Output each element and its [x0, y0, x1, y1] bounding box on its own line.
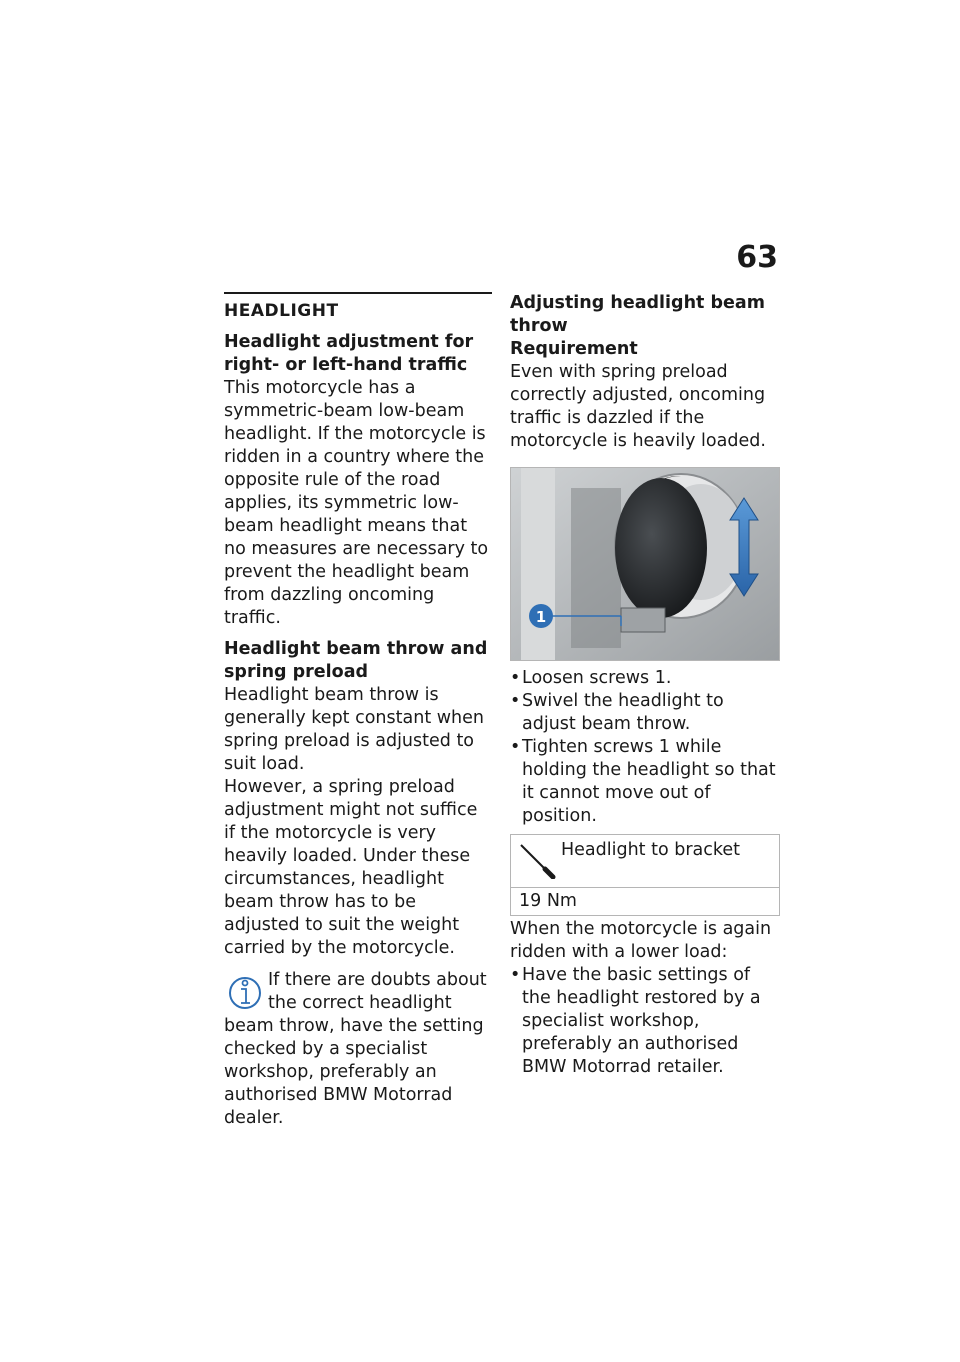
requirement-text: Even with spring preload correctly adjusted, oncoming traffic is dazzled if the motorcycle is heavily loaded.: [510, 362, 766, 451]
info-icon: [224, 969, 262, 1015]
torque-header: [511, 835, 779, 888]
page-number: 63: [736, 240, 778, 275]
torque-wrench-icon: [519, 839, 559, 879]
list-item: • Tighten screws 1 while holding the headlight so that it cannot move out of position.: [510, 736, 780, 828]
heading-adjusting: Adjusting headlight beam throw: [510, 293, 765, 336]
subheading-traffic: Headlight adjustment for right- or left-hand traffic: [224, 332, 474, 375]
after-steps-list: [510, 964, 780, 1079]
paragraph-beam-throw-2: However, a spring preload adjustment might not suffice if the motorcycle is very heavily loaded. Under these circumstances, headlight beam throw has to be adjusted to suit the weight carried by the motorcycle.: [224, 777, 478, 958]
list-item: • Have the basic settings of the headlight restored by a specialist workshop, preferably an authorised BMW Motorrad retailer.: [510, 964, 780, 1079]
mount-bracket: [621, 608, 665, 632]
torque-table: [510, 834, 780, 916]
right-column: [510, 292, 780, 1079]
left-column: [224, 292, 492, 1130]
section-title: HEADLIGHT: [224, 292, 492, 323]
after-text: When the motorcycle is again ridden with a lower load:: [510, 919, 772, 962]
paragraph-beam-throw-1: Headlight beam throw is generally kept constant when spring preload is adjusted to suit load.: [224, 685, 485, 774]
torque-value: 19 Nm: [519, 891, 577, 911]
fork-tube: [521, 468, 555, 660]
paragraph-traffic: This motorcycle has a symmetric-beam low-beam headlight. If the motorcycle is ridden in a country where the opposite rule of the road applies, its symmetric low-beam headlight means that no measures are necessary to prevent the headlight beam from dazzling oncoming traffic.: [224, 378, 489, 628]
info-text: If there are doubts about the correct headlight beam throw, have the setting checked by a specialist workshop, preferably an authorised BMW Motorrad dealer.: [224, 970, 487, 1128]
headlight-figure: [510, 467, 780, 661]
callout-1-label: 1: [535, 608, 547, 626]
torque-label: Headlight to bracket: [561, 840, 741, 860]
subheading-beam-throw: Headlight beam throw and spring preload: [224, 639, 488, 682]
info-note: [224, 969, 492, 1130]
steps-list: [510, 667, 780, 828]
list-item: • Swivel the headlight to adjust beam throw.: [510, 690, 780, 736]
list-item: • Loosen screws 1.: [510, 667, 780, 690]
requirement-label: Requirement: [510, 339, 638, 359]
